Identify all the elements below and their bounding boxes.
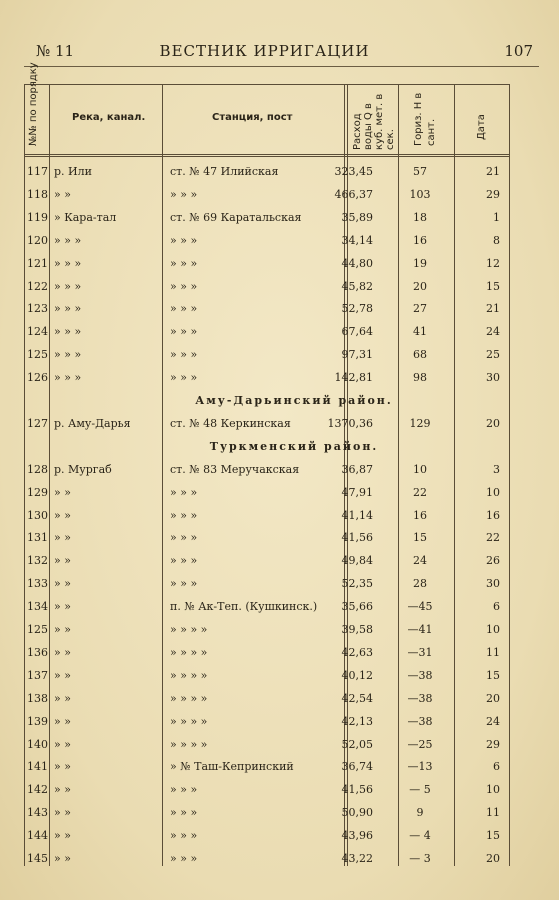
level-cell: —38 [407, 691, 433, 705]
level-cell: 9 [416, 806, 424, 820]
table-row [24, 801, 510, 824]
date-cell: 12 [486, 256, 500, 270]
flow-cell: 52,78 [341, 302, 373, 316]
table-row [24, 641, 510, 664]
river-cell: » » [54, 531, 71, 545]
row-number: 126 [27, 371, 48, 385]
journal-title: ВЕСТНИК ИРРИГАЦИИ [159, 42, 370, 60]
station-cell: » » » » [170, 623, 208, 636]
level-cell: 24 [413, 554, 427, 568]
flow-cell: 44,80 [341, 256, 373, 270]
station-cell: » » » [170, 371, 198, 385]
flow-cell: 41,56 [341, 783, 373, 797]
row-number: 138 [27, 691, 48, 705]
flow-cell: 1370,36 [327, 416, 373, 430]
table-row [24, 252, 510, 275]
flow-cell: 49,84 [341, 554, 373, 568]
table-row [24, 847, 510, 870]
col-header-flow: Расход воды Q в куб. мет. в сек. [352, 93, 396, 150]
date-cell: 20 [486, 852, 500, 865]
level-cell: —41 [407, 623, 433, 636]
station-cell: п. № Ак-Теп. (Кушкинск.) [170, 600, 318, 614]
river-cell: » » [54, 829, 71, 843]
station-cell: ст. № 69 Каратальская [170, 210, 302, 224]
station-cell: » » » [170, 783, 198, 797]
level-cell: 98 [413, 371, 427, 385]
flow-cell: 35,89 [341, 210, 373, 224]
level-cell: —38 [407, 668, 433, 682]
river-cell: » » » [54, 371, 82, 385]
date-cell: 20 [486, 416, 500, 430]
row-number: 123 [27, 302, 48, 316]
row-number: 142 [27, 783, 48, 797]
flow-cell: 45,82 [341, 279, 373, 293]
header-bottom-rule [24, 154, 510, 155]
station-cell: » » » » [170, 668, 208, 682]
flow-cell: 50,90 [341, 806, 373, 820]
station-cell: » » » [170, 187, 198, 201]
table-row [24, 549, 510, 572]
flow-cell: 142,81 [334, 371, 373, 385]
river-cell: р. Аму-Дарья [54, 416, 131, 430]
row-number: 133 [27, 577, 48, 591]
level-cell: —25 [407, 737, 433, 751]
flow-cell: 41,56 [341, 531, 373, 545]
river-cell: » » [54, 577, 71, 591]
table-row [24, 618, 510, 641]
table-row [24, 366, 510, 389]
date-cell: 26 [486, 554, 500, 568]
row-number: 121 [27, 256, 48, 270]
level-cell: 18 [413, 210, 427, 224]
river-cell: р. Мургаб [54, 462, 112, 476]
table-row [24, 687, 510, 710]
table-row [24, 229, 510, 252]
station-cell: ст. № 47 Илийская [170, 165, 279, 178]
flow-cell: 47,91 [341, 485, 373, 499]
date-cell: 6 [493, 600, 500, 614]
col-header-level: Гориз. H в сант. [413, 92, 437, 146]
level-cell: 16 [413, 508, 427, 522]
flow-cell: 52,35 [341, 577, 373, 591]
header-bottom-rule [24, 156, 510, 157]
station-cell: » » » » [170, 645, 208, 659]
river-cell: » » » [54, 256, 82, 270]
table-row [24, 458, 510, 481]
date-cell: 10 [486, 485, 500, 499]
table-row [24, 778, 510, 801]
table-row [24, 275, 510, 298]
table-row [24, 412, 510, 435]
station-cell: » » » [170, 508, 198, 522]
date-cell: 11 [486, 645, 500, 659]
row-number: 143 [27, 806, 48, 820]
level-cell: 10 [413, 462, 427, 476]
row-number: 118 [27, 187, 48, 201]
col-header-river: Река, канал. [72, 112, 146, 123]
station-cell: » » » [170, 852, 198, 865]
table-row [24, 481, 510, 504]
station-cell: » » » [170, 279, 198, 293]
row-number: 119 [27, 210, 48, 224]
station-cell: » » » [170, 256, 198, 270]
date-cell: 24 [486, 325, 500, 339]
row-number: 136 [27, 645, 48, 659]
col-header-num: №№ по порядку [28, 62, 39, 146]
level-cell: 15 [413, 531, 427, 545]
table-row [24, 595, 510, 618]
flow-cell: 323,45 [334, 165, 373, 178]
table-row [24, 206, 510, 229]
row-number: 144 [27, 829, 48, 843]
date-cell: 8 [493, 233, 500, 247]
table-row [24, 733, 510, 756]
level-cell: 16 [413, 233, 427, 247]
table-row [24, 664, 510, 687]
station-cell: » » » » [170, 691, 208, 705]
station-cell: » » » [170, 806, 198, 820]
date-cell: 30 [486, 371, 500, 385]
river-cell: » » [54, 806, 71, 820]
row-number: 128 [27, 462, 48, 476]
header-rule [24, 66, 539, 67]
river-cell: » » [54, 485, 71, 499]
station-cell: ст. № 83 Меручакская [170, 462, 300, 476]
level-cell: 41 [413, 325, 427, 339]
measurement-table [24, 62, 510, 866]
river-cell: » » » [54, 279, 82, 293]
date-cell: 21 [486, 165, 500, 178]
river-cell: » » » [54, 325, 82, 339]
table-row [24, 297, 510, 320]
river-cell: » » [54, 645, 71, 659]
row-number: 117 [27, 165, 48, 178]
level-cell: —31 [407, 645, 433, 659]
station-cell: » » » [170, 577, 198, 591]
table-top-rule [24, 84, 510, 85]
table-row [24, 183, 510, 206]
level-cell: — 4 [409, 829, 431, 843]
row-number: 131 [27, 531, 48, 545]
flow-cell: 36,87 [341, 462, 373, 476]
date-cell: 1 [493, 210, 500, 224]
row-number: 141 [27, 760, 48, 774]
date-cell: 6 [493, 760, 500, 774]
river-cell: » » [54, 554, 71, 568]
date-cell: 11 [486, 806, 500, 820]
river-cell: » » [54, 714, 71, 728]
level-cell: 68 [413, 348, 427, 362]
row-number: 122 [27, 279, 48, 293]
section-heading: Туркменский район. [209, 439, 379, 453]
level-cell: —38 [407, 714, 433, 728]
station-cell: » » » [170, 233, 198, 247]
station-cell: » » » [170, 485, 198, 499]
flow-cell: 35,66 [341, 600, 373, 614]
river-cell: » » » [54, 302, 82, 316]
flow-cell: 41,14 [341, 508, 373, 522]
level-cell: 28 [413, 577, 427, 591]
river-cell: » » [54, 187, 71, 201]
station-cell: » » » [170, 348, 198, 362]
flow-cell: 52,05 [341, 737, 373, 751]
col-header-date: Дата [476, 114, 487, 140]
table-row [24, 160, 510, 183]
flow-cell: 42,63 [341, 645, 373, 659]
level-cell: 57 [413, 165, 427, 178]
date-cell: 15 [486, 829, 500, 843]
date-cell: 22 [486, 531, 500, 545]
river-cell: » » [54, 600, 71, 614]
date-cell: 16 [486, 508, 500, 522]
flow-cell: 34,14 [341, 233, 373, 247]
section-heading: Аму-Дарьинский район. [195, 394, 393, 407]
river-cell: » » [54, 852, 71, 865]
date-cell: 25 [486, 348, 500, 362]
page-number: 107 [504, 42, 533, 60]
row-number: 127 [27, 416, 48, 430]
date-cell: 10 [486, 623, 500, 636]
level-cell: 19 [413, 256, 427, 270]
date-cell: 30 [486, 577, 500, 591]
level-cell: 22 [413, 485, 427, 499]
river-cell: » » [54, 691, 71, 705]
issue-number: № 11 [36, 42, 75, 60]
date-cell: 21 [486, 302, 500, 316]
river-cell: р. Или [54, 165, 92, 178]
row-number: 120 [27, 233, 48, 247]
flow-cell: 39,58 [341, 623, 373, 636]
flow-cell: 67,64 [341, 325, 373, 339]
table-row [24, 710, 510, 733]
row-number: 145 [27, 852, 48, 865]
table-row [24, 343, 510, 366]
row-number: 137 [27, 668, 48, 682]
running-header [28, 42, 533, 62]
flow-cell: 466,37 [334, 187, 373, 201]
river-cell: » » [54, 783, 71, 797]
date-cell: 15 [486, 668, 500, 682]
row-number: 130 [27, 508, 48, 522]
row-number: 125 [27, 623, 48, 636]
date-cell: 3 [493, 462, 500, 476]
date-cell: 29 [486, 737, 500, 751]
river-cell: » » [54, 737, 71, 751]
level-cell: —13 [407, 760, 433, 774]
station-cell: » » » [170, 325, 198, 339]
level-cell: — 3 [409, 852, 431, 865]
flow-cell: 42,13 [341, 714, 373, 728]
row-number: 132 [27, 554, 48, 568]
level-cell: 103 [409, 187, 431, 201]
table-row [24, 320, 510, 343]
station-cell: » » » [170, 554, 198, 568]
flow-cell: 97,31 [341, 348, 373, 362]
date-cell: 20 [486, 691, 500, 705]
col-header-station: Станция, пост [212, 112, 293, 123]
table-row [24, 824, 510, 847]
river-cell: » » [54, 668, 71, 682]
flow-cell: 40,12 [341, 668, 373, 682]
level-cell: —45 [407, 600, 433, 614]
station-cell: » » » [170, 302, 198, 316]
level-cell: — 5 [409, 783, 431, 797]
table-row [24, 526, 510, 549]
level-cell: 129 [409, 416, 431, 430]
date-cell: 15 [486, 279, 500, 293]
date-cell: 24 [486, 714, 500, 728]
river-cell: » » » [54, 348, 82, 362]
flow-cell: 36,74 [341, 760, 373, 774]
row-number: 140 [27, 737, 48, 751]
row-number: 125 [27, 348, 48, 362]
flow-cell: 43,96 [341, 829, 373, 843]
table-row [24, 755, 510, 778]
row-number: 134 [27, 600, 48, 614]
river-cell: » » [54, 760, 71, 774]
river-cell: » Кара-тал [54, 210, 117, 224]
row-number: 129 [27, 485, 48, 499]
table-row [24, 504, 510, 527]
river-cell: » » [54, 623, 71, 636]
station-cell: ст. № 48 Керкинская [170, 416, 291, 430]
row-number: 139 [27, 714, 48, 728]
station-cell: » № Таш-Кепринский [170, 760, 294, 774]
station-cell: » » » [170, 829, 198, 843]
level-cell: 27 [413, 302, 427, 316]
flow-cell: 43,22 [341, 852, 373, 865]
level-cell: 20 [413, 279, 427, 293]
date-cell: 10 [486, 783, 500, 797]
table-row [24, 572, 510, 595]
flow-cell: 42,54 [341, 691, 373, 705]
river-cell: » » [54, 508, 71, 522]
row-number: 124 [27, 325, 48, 339]
river-cell: » » » [54, 233, 82, 247]
station-cell: » » » » [170, 714, 208, 728]
station-cell: » » » » [170, 737, 208, 751]
date-cell: 29 [486, 187, 500, 201]
station-cell: » » » [170, 531, 198, 545]
